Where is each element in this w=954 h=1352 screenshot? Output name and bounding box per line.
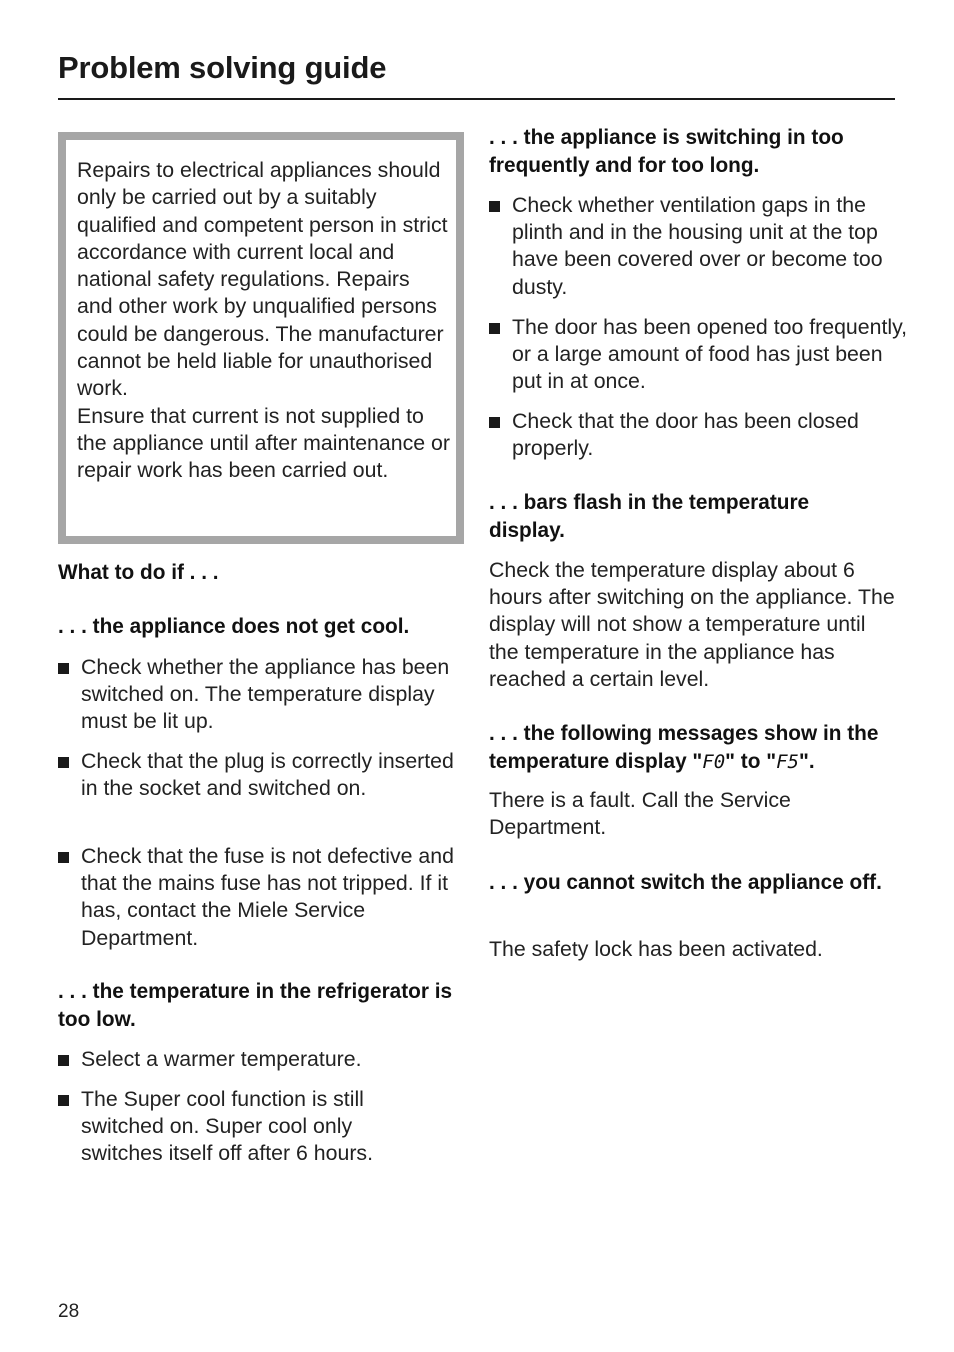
intro-heading: What to do if . . . [58,561,219,584]
bullet-square-icon [489,201,500,212]
heading-fault-part-c: ". [798,749,815,773]
bullet-square-icon [58,1095,69,1106]
list-item-text: Check whether ventilation gaps in the plinth and in the housing unit at the top have been covered over or become too dusty. [512,193,883,299]
list-item-text: Check that the door has been closed properly. [512,409,859,461]
warning-text-2: Ensure that current is not supplied to the appliance until after maintenance or repair work has been carried out. [77,403,450,483]
list-item [489,314,917,396]
cannot-switch-off-body: The safety lock has been activated. [489,937,823,961]
list-item-text: Check that the fuse is not defective and that the mains fuse has not tripped. If it has, contact the Miele Service Department. [81,844,454,950]
heading-not-cool: . . . the appliance does not get cool. [58,615,410,638]
heading-bars-flash: . . . bars flash in the temperature display. [489,491,810,542]
warning-box-inner [66,140,456,536]
heading-temp-too-low: . . . the temperature in the refrigerator is too low. [58,980,453,1031]
bullet-square-icon [489,323,500,334]
fault-code-start: F0 [702,750,726,773]
bullet-square-icon [58,663,69,674]
fault-messages-body: There is a fault. Call the Service Department. [489,788,791,840]
list-item [489,408,917,462]
list-item [58,843,466,952]
fault-code-end: F5 [776,750,799,773]
list-item [58,1046,466,1073]
bullet-square-icon [58,1055,69,1066]
bullet-square-icon [58,852,69,863]
bullet-square-icon [489,417,500,428]
warning-box [58,132,464,544]
list-item-text: Check that the plug is correctly inserted in the socket and switched on. [81,749,454,801]
list-item [58,1086,426,1168]
page-number: 28 [58,1301,80,1322]
heading-cannot-switch-off: . . . you cannot switch the appliance off. [489,871,882,894]
title-rule [58,98,895,100]
list-item [489,192,922,301]
heading-fault-part-a: . . . the following messages show in the temperature display " [489,722,879,773]
warning-text-1: Repairs to electrical appliances should only be carried out by a suitably qualified and competent person in strict accordance with current local and national safety regulations. Repairs and other work by unqualified persons could be dangerous. The manufacturer cannot be held liable for unauthorised work. [77,158,448,401]
bars-flash-body: Check the temperature display about 6 hours after switching on the appliance. The display will not show a temperature until the temperature in the appliance has reached a certain level. [489,558,895,691]
list-item-text: Check whether the appliance has been switched on. The temperature display must be lit up. [81,655,450,734]
list-item-text: The Super cool function is still switched on. Super cool only switches itself off after 6 hours. [81,1087,373,1166]
list-item-text: The door has been opened too frequently, or a large amount of food has just been put in at once. [512,315,908,394]
bullet-square-icon [58,757,69,768]
heading-fault-messages [489,720,899,776]
list-item-text: Select a warmer temperature. [81,1047,362,1071]
list-item [58,654,466,736]
heading-fault-part-b: " to " [725,749,777,773]
page-title: Problem solving guide [58,50,387,85]
list-item [58,748,466,802]
heading-switching-too-frequently: . . . the appliance is switching in too frequently and for too long. [489,126,844,177]
